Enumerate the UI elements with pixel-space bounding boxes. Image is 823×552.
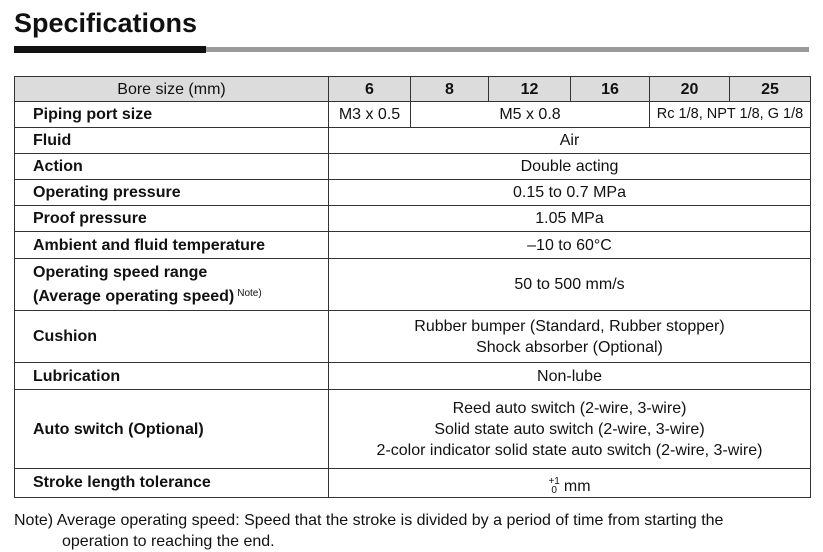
title-underline-thick — [14, 46, 206, 53]
table-row-operating-pressure — [15, 180, 811, 206]
table-row-temperature — [15, 232, 811, 259]
footnote-line1: Note) Average operating speed: Speed that the stroke is divided by a period of time from starting the — [14, 512, 724, 529]
auto-switch-label: Auto switch (Optional) — [15, 390, 329, 469]
piping-port-size-20-25: Rc 1/8, NPT 1/8, G 1/8 — [650, 102, 811, 128]
piping-port-size-6: M3 x 0.5 — [329, 102, 411, 128]
table-row-lubrication — [15, 363, 811, 390]
fluid-value: Air — [329, 128, 811, 154]
specifications-table — [14, 76, 811, 498]
speed-label-line2 — [33, 283, 322, 307]
speed-note-ref: Note) — [237, 288, 262, 299]
lubrication-value: Non-lube — [329, 363, 811, 390]
table-header-row — [15, 77, 811, 102]
stroke-tolerance-unit: mm — [563, 477, 591, 495]
bore-size-label: Bore size (mm) — [15, 77, 329, 102]
temperature-value: –10 to 60°C — [329, 232, 811, 259]
lubrication-label: Lubrication — [15, 363, 329, 390]
stroke-tolerance-upper: +1 — [548, 476, 560, 487]
speed-label — [15, 259, 329, 311]
proof-pressure-label: Proof pressure — [15, 206, 329, 232]
title-underline-thin — [206, 47, 809, 52]
table-row-piping — [15, 102, 811, 128]
cushion-value — [329, 311, 811, 363]
piping-port-size-label: Piping port size — [15, 102, 329, 128]
bore-size-16: 16 — [571, 77, 650, 102]
proof-pressure-value: 1.05 MPa — [329, 206, 811, 232]
table-row-proof-pressure — [15, 206, 811, 232]
operating-pressure-value: 0.15 to 0.7 MPa — [329, 180, 811, 206]
bore-size-6: 6 — [329, 77, 411, 102]
stroke-tolerance-value — [329, 469, 811, 498]
footnote — [14, 510, 814, 552]
speed-value: 50 to 500 mm/s — [329, 259, 811, 311]
speed-label-line2-text: (Average operating speed) — [33, 288, 235, 305]
bore-size-8: 8 — [411, 77, 489, 102]
fluid-label: Fluid — [15, 128, 329, 154]
auto-switch-value-line2: Solid state auto switch (2-wire, 3-wire) — [434, 420, 705, 438]
page-title: Specifications — [14, 8, 198, 38]
auto-switch-value — [329, 390, 811, 469]
table-row-fluid — [15, 128, 811, 154]
action-label: Action — [15, 154, 329, 180]
stroke-tolerance-label: Stroke length tolerance — [15, 469, 329, 498]
bore-size-12: 12 — [489, 77, 571, 102]
footnote-line2: operation to reaching the end. — [62, 533, 275, 550]
action-value: Double acting — [329, 154, 811, 180]
table-row-auto-switch — [15, 390, 811, 469]
bore-size-25: 25 — [730, 77, 811, 102]
operating-pressure-label: Operating pressure — [15, 180, 329, 206]
table-row-stroke — [15, 469, 811, 498]
cushion-value-line2: Shock absorber (Optional) — [476, 338, 663, 356]
auto-switch-value-line3: 2-color indicator solid state auto switch (2-wire, 3-wire) — [376, 441, 763, 459]
stroke-tolerance-lower: 0 — [551, 485, 557, 496]
cushion-label: Cushion — [15, 311, 329, 363]
stroke-tolerance-fraction — [548, 477, 559, 495]
cushion-value-line1: Rubber bumper (Standard, Rubber stopper) — [414, 317, 725, 335]
piping-port-size-8-16: M5 x 0.8 — [411, 102, 650, 128]
auto-switch-value-line1: Reed auto switch (2-wire, 3-wire) — [452, 399, 687, 417]
table-row-action — [15, 154, 811, 180]
speed-label-line1: Operating speed range — [33, 264, 208, 281]
table-row-speed — [15, 259, 811, 311]
temperature-label: Ambient and fluid temperature — [15, 232, 329, 259]
bore-size-20: 20 — [650, 77, 730, 102]
table-row-cushion — [15, 311, 811, 363]
